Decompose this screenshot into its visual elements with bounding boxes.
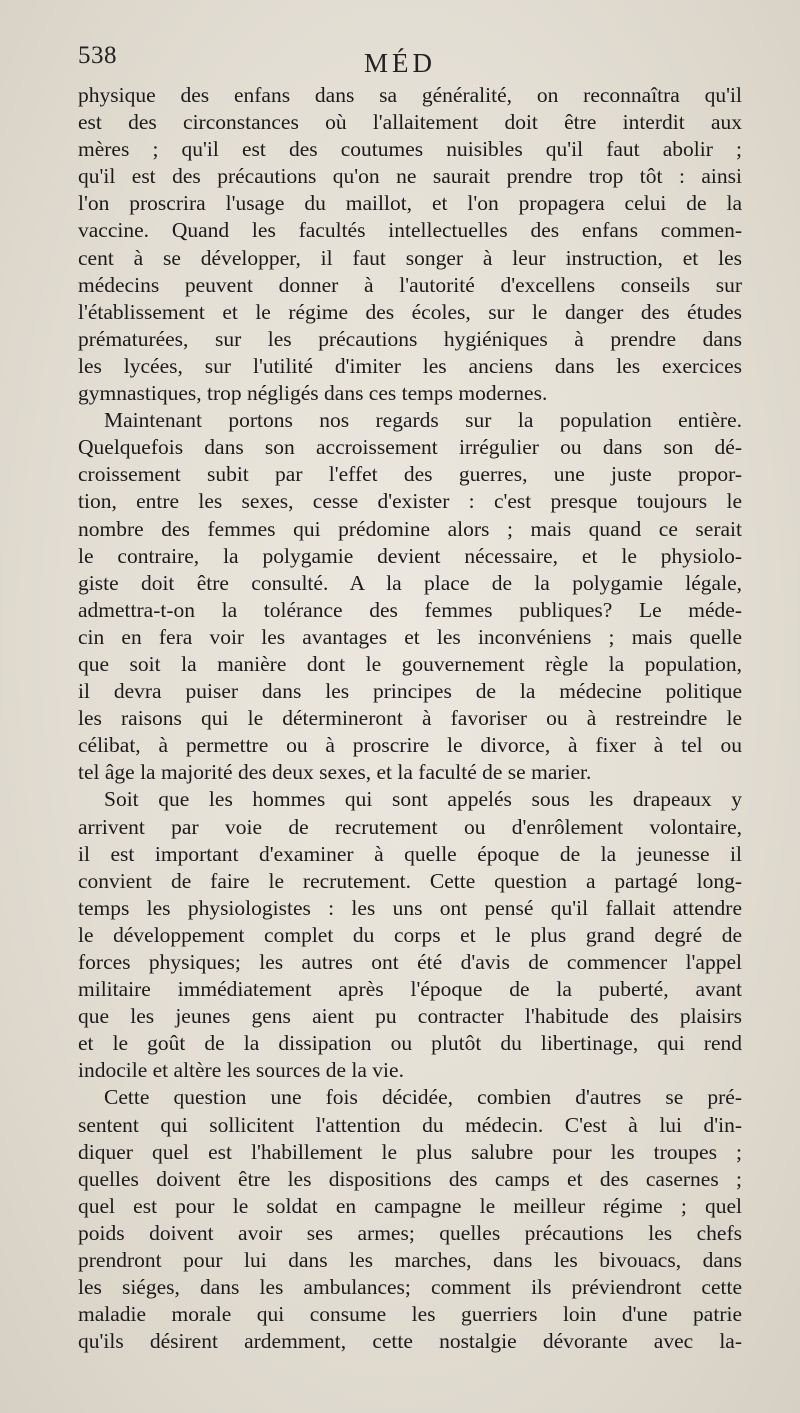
text-line: l'établissement et le régime des écoles, sur le danger des études	[78, 299, 742, 324]
text-line: gymnastiques, trop négligés dans ces temps modernes.	[78, 381, 548, 406]
text-line: admettra-t-on la tolérance des femmes publiques? Le méde-	[78, 597, 742, 622]
text-line: poids doivent avoir ses armes; quelles précautions les chefs	[78, 1220, 742, 1245]
text-line: les raisons qui le détermineront à favoriser ou à restreindre le	[78, 706, 742, 731]
text-line: prendront pour lui dans les marches, dans les bivouacs, dans	[78, 1248, 742, 1273]
text-line: il devra puiser dans les principes de la médecine politique	[78, 679, 742, 704]
text-line: les siéges, dans les ambulances; comment ils préviendront cette	[78, 1275, 742, 1300]
text-line: temps les physiologistes : les uns ont pensé qu'il fallait attendre	[78, 895, 742, 920]
text-line: le développement complet du corps et le plus grand degré de	[78, 922, 742, 947]
text-line: que soit la manière dont le gouvernement règle la population,	[78, 651, 742, 676]
text-line: sentent qui sollicitent l'attention du médecin. C'est à lui d'in-	[78, 1112, 742, 1137]
text-line: diquer quel est l'habillement le plus salubre pour les troupes ;	[78, 1139, 742, 1164]
text-line: militaire immédiatement après l'époque de la puberté, avant	[78, 977, 742, 1002]
text-line: cent à se développer, il faut songer à leur instruction, et les	[78, 245, 742, 270]
text-line: qu'ils désirent ardemment, cette nostalgie dévorante avec la-	[78, 1329, 742, 1354]
text-line: célibat, à permettre ou à proscrire le divorce, à fixer à tel ou	[78, 733, 742, 758]
text-line: l'on proscrira l'usage du maillot, et l'on propagera celui de la	[78, 191, 742, 216]
body-text	[78, 82, 742, 1355]
text-line: convient de faire le recrutement. Cette question a partagé long-	[78, 868, 742, 893]
text-line: nombre des femmes qui prédomine alors ; mais quand ce serait	[78, 516, 742, 541]
text-line: qu'il est des précautions qu'on ne saurait prendre trop tôt : ainsi	[78, 164, 742, 189]
text-line: les lycées, sur l'utilité d'imiter les anciens dans les exercices	[78, 353, 742, 378]
text-line: indocile et altère les sources de la vie.	[78, 1058, 404, 1083]
text-line: vaccine. Quand les facultés intellectuelles des enfans commen-	[78, 218, 742, 243]
text-line: prématurées, sur les précautions hygiéniques à prendre dans	[78, 326, 742, 351]
text-line: giste doit être consulté. A la place de la polygamie légale,	[78, 570, 742, 595]
text-line: quel est pour le soldat en campagne le meilleur régime ; quel	[78, 1193, 742, 1218]
text-line: et le goût de la dissipation ou plutôt du libertinage, qui rend	[78, 1031, 742, 1056]
text-line: mères ; qu'il est des coutumes nuisibles qu'il faut abolir ;	[78, 137, 742, 162]
text-line: forces physiques; les autres ont été d'avis de commencer l'appel	[78, 950, 742, 974]
text-line: est des circonstances où l'allaitement doit être interdit aux	[78, 110, 742, 135]
text-line: quelles doivent être les dispositions des camps et des casernes ;	[78, 1166, 742, 1191]
page-number: 538	[78, 42, 117, 69]
text-line: tel âge la majorité des deux sexes, et la faculté de se marier.	[78, 760, 592, 785]
text-line: Quelquefois dans son accroissement irrégulier ou dans son dé-	[78, 435, 742, 460]
text-line: le contraire, la polygamie devient nécessaire, et le physiolo-	[78, 543, 742, 568]
text-line: cin en fera voir les avantages et les inconvéniens ; mais quelle	[78, 624, 742, 649]
text-line: tion, entre les sexes, cesse d'exister : c'est presque toujours le	[78, 489, 742, 514]
text-line: physique des enfans dans sa généralité, on reconnaîtra qu'il	[78, 83, 742, 107]
text-line: médecins peuvent donner à l'autorité d'excellens conseils sur	[78, 272, 742, 297]
text-line: que les jeunes gens aient pu contracter l'habitude des plaisirs	[78, 1004, 742, 1029]
text-line: maladie morale qui consume les guerriers loin d'une patrie	[78, 1302, 742, 1327]
text-line: Soit que les hommes qui sont appelés sous les drapeaux y	[104, 787, 742, 812]
text-line: arrivent par voie de recrutement ou d'enrôlement volontaire,	[78, 814, 742, 839]
text-line: Cette question une fois décidée, combien d'autres se pré-	[104, 1085, 742, 1110]
text-line: Maintenant portons nos regards sur la population entière.	[104, 408, 742, 433]
text-line: croissement subit par l'effet des guerres, une juste propor-	[78, 462, 742, 487]
text-line: il est important d'examiner à quelle époque de la jeunesse il	[78, 841, 742, 866]
running-head: MÉD	[364, 48, 436, 78]
